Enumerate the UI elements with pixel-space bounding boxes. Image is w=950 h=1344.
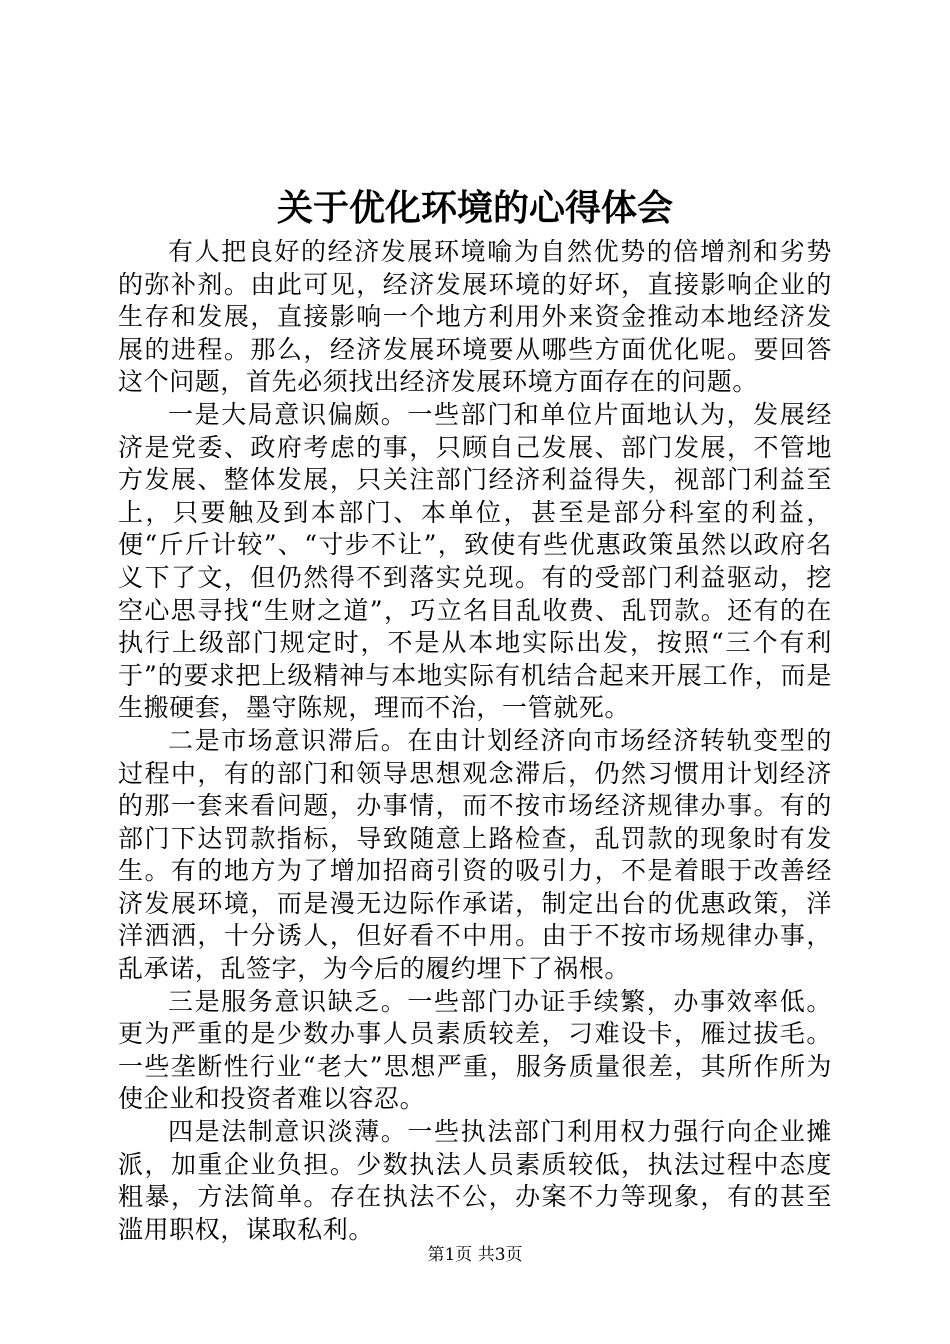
paragraph-intro: 有人把良好的经济发展环境喻为自然优势的倍增剂和劣势的弥补剂。由此可见，经济发展环境的好坏，直接影响企业的生存和发展，直接影响一个地方利用外来资金推动本地经济发展的进程。那么，经济发展环境要从哪些方面优化呢。要回答这个问题，首先必须找出经济发展环境方面存在的问题。 [118, 237, 832, 397]
paragraph-point-4: 四是法制意识淡薄。一些执法部门利用权力强行向企业摊派，加重企业负担。少数执法人员素质较低，执法过程中态度粗暴，方法简单。存在执法不公，办案不力等现象，有的甚至滥用职权，谋取私利。 [118, 1117, 832, 1244]
page-footer: 第1页 共3页 [427, 1245, 523, 1265]
document-body [118, 236, 832, 1246]
paragraph-point-2: 二是市场意识滞后。在由计划经济向市场经济转轨变型的过程中，有的部门和领导思想观念滞后，仍然习惯用计划经济的那一套来看问题，办事情，而不按市场经济规律办事。有的部门下达罚款指标，导致随意上路检查，乱罚款的现象时有发生。有的地方为了增加招商引资的吸引力，不是着眼于改善经济发展环境，而是漫无边际作承诺，制定出台的优惠政策，洋洋洒洒，十分诱人，但好看不中用。由于不按市场规律办事，乱承诺，乱签字，为今后的履约埋下了祸根。 [118, 725, 832, 984]
document-title: 关于优化环境的心得体会 [276, 188, 673, 229]
paragraph-point-3: 三是服务意识缺乏。一些部门办证手续繁，办事效率低。更为严重的是少数办事人员素质较差，刁难设卡，雁过拔毛。一些垄断性行业“老大”思想严重，服务质量很差，其所作所为使企业和投资者难以容忍。 [118, 986, 832, 1114]
paragraph-point-1: 一是大局意识偏颇。一些部门和单位片面地认为，发展经济是党委、政府考虑的事，只顾自己发展、部门发展，不管地方发展、整体发展，只关注部门经济利益得失，视部门利益至上，只要触及到本部门、本单位，甚至是部分科室的利益，便“斤斤计较”、“寸步不让”，致使有些优惠政策虽然以政府名义下了文，但仍然得不到落实兑现。有的受部门利益驱动，挖空心思寻找“生财之道”，巧立名目乱收费、乱罚款。还有的在执行上级部门规定时，不是从本地实际出发，按照“三个有利于”的要求把上级精神与本地实际有机结合起来开展工作，而是生搬硬套，墨守陈规，理而不治，一管就死。 [118, 399, 832, 723]
